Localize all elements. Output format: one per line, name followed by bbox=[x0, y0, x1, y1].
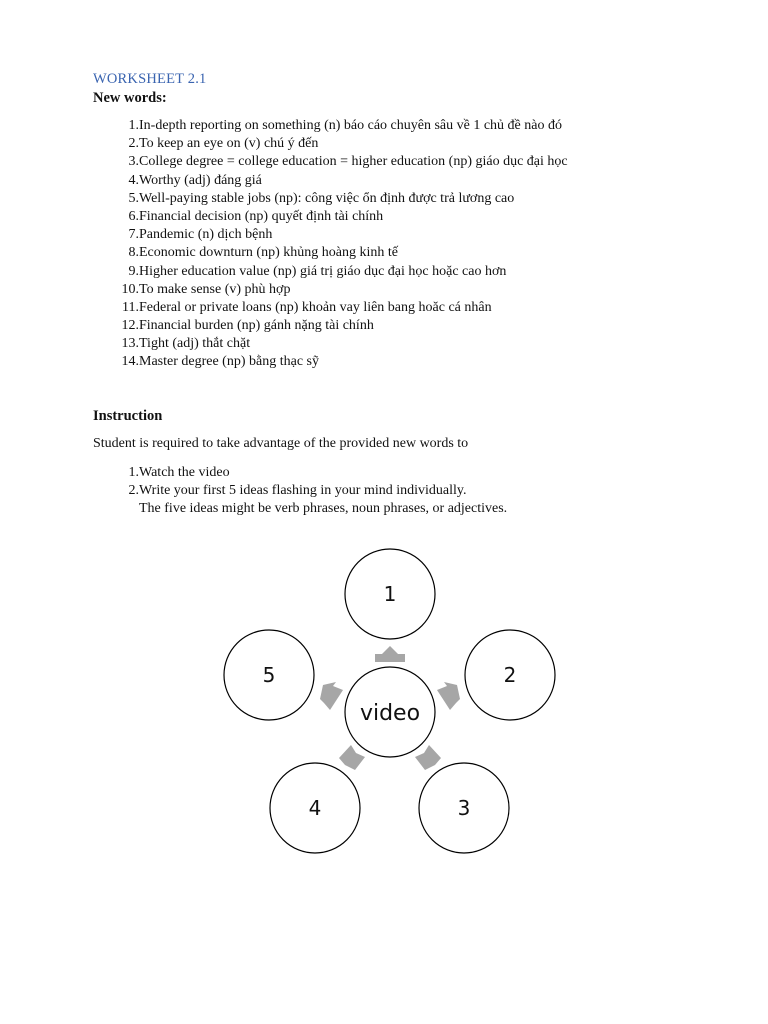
step-text: Write your first 5 ideas flashing in your mind individually. bbox=[139, 483, 467, 499]
list-item: 13. Tight (adj) thắt chặt bbox=[93, 335, 743, 353]
word-text: Federal or private loans (np) khoản vay liên bang hoăc cá nhân bbox=[139, 299, 492, 315]
list-item: 12. Financial burden (np) gánh nặng tài chính bbox=[93, 317, 743, 335]
list-item: 2. To keep an eye on (v) chú ý đến bbox=[93, 135, 743, 153]
list-item: 4. Worthy (adj) đáng giá bbox=[93, 172, 743, 190]
list-item: 9. Higher education value (np) giá trị giáo dục đại học hoặc cao hơn bbox=[93, 263, 743, 281]
list-item: 7. Pandemic (n) dịch bệnh bbox=[93, 226, 743, 244]
worksheet-title: WORKSHEET 2.1 bbox=[93, 71, 207, 87]
word-text: To keep an eye on (v) chú ý đến bbox=[139, 136, 319, 152]
word-text: In-depth reporting on something (n) báo cáo chuyên sâu về 1 chủ đề nào đó bbox=[139, 118, 562, 133]
arrow-to-node-2 bbox=[437, 682, 460, 710]
word-text: Higher education value (np) giá trị giáo dục đại học hoặc cao hơn bbox=[139, 263, 507, 279]
list-item: 6. Financial decision (np) quyết định tài chính bbox=[93, 208, 743, 226]
list-item: 11. Federal or private loans (np) khoản vay liên bang hoăc cá nhân bbox=[93, 299, 743, 317]
word-text: Financial decision (np) quyết định tài chính bbox=[139, 208, 384, 224]
list-item: 14. Master degree (np) bằng thạc sỹ bbox=[93, 353, 743, 371]
word-text: Tight (adj) thắt chặt bbox=[139, 336, 251, 352]
arrow-to-node-4 bbox=[339, 745, 365, 770]
node-label-2: 2 bbox=[503, 663, 517, 687]
new-words-list bbox=[93, 117, 743, 372]
center-label: video bbox=[359, 701, 421, 726]
node-label-3: 3 bbox=[457, 796, 471, 820]
word-text: To make sense (v) phù hợp bbox=[139, 281, 291, 297]
word-text: Worthy (adj) đáng giá bbox=[139, 172, 262, 188]
word-text: College degree = college education = higher education (np) giáo dục đại học bbox=[139, 154, 568, 170]
list-item: 3. College degree = college education = higher education (np) giáo dục đại học bbox=[93, 153, 743, 171]
node-label-1: 1 bbox=[383, 582, 397, 606]
instruction-intro: Student is required to take advantage of the provided new words to bbox=[93, 436, 469, 451]
list-item: 8. Economic downturn (np) khủng hoàng kinh tế bbox=[93, 244, 743, 262]
node-label-4: 4 bbox=[308, 796, 322, 820]
node-label-5: 5 bbox=[262, 663, 276, 687]
word-text: Pandemic (n) dịch bệnh bbox=[139, 227, 273, 243]
word-text: Well-paying stable jobs (np): công việc ổn định được trả lương cao bbox=[139, 190, 515, 206]
step-item: 2. Write your first 5 ideas flashing in your mind individually. The five ideas might be verb phrases, noun phrases, or adjectives. bbox=[93, 482, 743, 518]
instruction-heading: Instruction bbox=[93, 408, 163, 424]
new-words-heading: New words: bbox=[93, 90, 167, 106]
step-item: 1. Watch the video bbox=[93, 464, 743, 482]
step-text-continued: The five ideas might be verb phrases, noun phrases, or adjectives. bbox=[139, 501, 508, 517]
list-item: 1. In-depth reporting on something (n) báo cáo chuyên sâu về 1 chủ đề nào đó bbox=[93, 117, 743, 135]
word-text: Economic downturn (np) khủng hoàng kinh tế bbox=[139, 245, 398, 261]
radial-idea-diagram bbox=[210, 545, 570, 860]
word-text: Financial burden (np) gánh nặng tài chính bbox=[139, 318, 374, 334]
list-item: 10. To make sense (v) phù hợp bbox=[93, 281, 743, 299]
instruction-steps bbox=[93, 464, 743, 519]
arrow-to-node-5 bbox=[320, 682, 343, 710]
arrow-to-node-3 bbox=[415, 745, 441, 770]
word-text: Master degree (np) bằng thạc sỹ bbox=[139, 354, 319, 370]
list-item: 5. Well-paying stable jobs (np): công việc ổn định được trả lương cao bbox=[93, 190, 743, 208]
arrow-to-node-1 bbox=[375, 646, 405, 662]
step-text: Watch the video bbox=[139, 465, 230, 480]
